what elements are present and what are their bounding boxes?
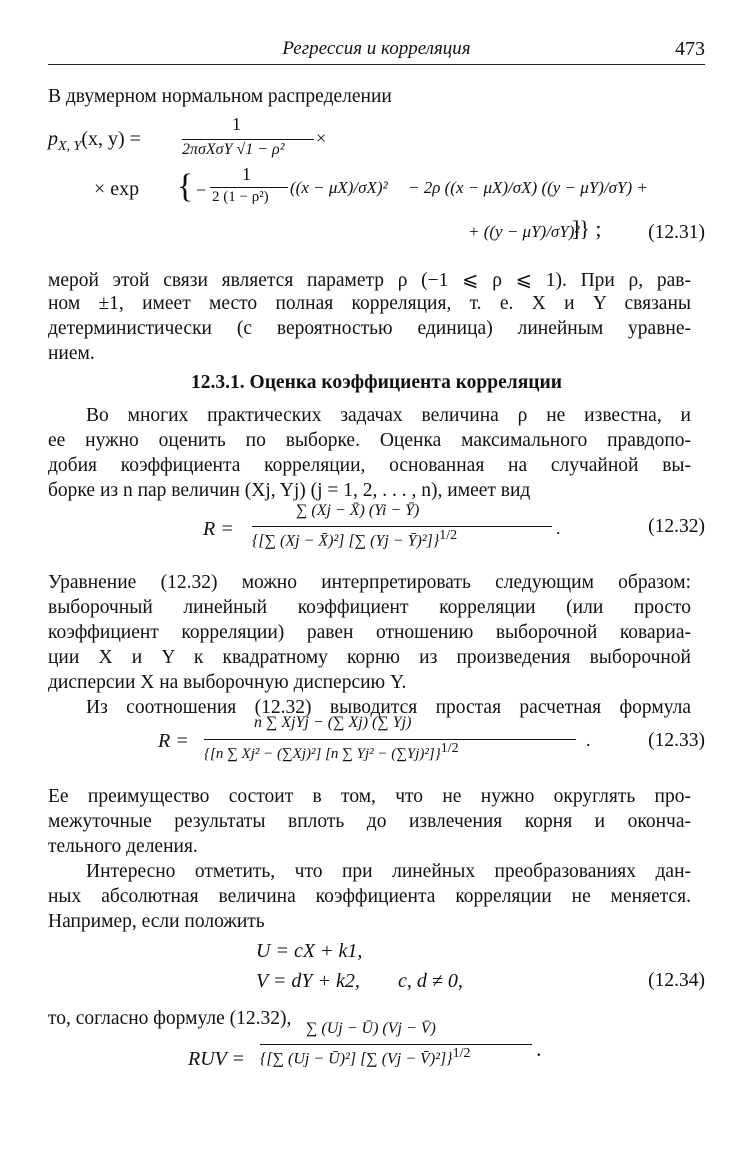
para7-line-3: Например, если положить <box>48 911 265 932</box>
eq1233-den: {[n ∑ Xj² − (∑Xj)²] [n ∑ Yj² − (∑Yj)²]}$^{1/2}$ <box>204 741 459 762</box>
para3-line-1: Во многих практических задачах величина ρ не известна, и <box>86 405 691 426</box>
eq1231-times: × <box>316 128 327 148</box>
eq1231-close: ]} ; <box>572 216 602 241</box>
para4-line-4: ции X и Y к квадратному корню из произведения выборочной <box>48 647 691 668</box>
para3-line-3: добия коэффициента корреляции, основанная на случайной вы- <box>48 455 691 476</box>
eq1231-exp: × exp <box>94 178 140 200</box>
para6-line-1: Ее преимущество состоит в том, что не нужно округлять про- <box>48 786 691 807</box>
para6-line-2: межуточные результаты вплоть до извлечения корня и оконча- <box>48 811 691 832</box>
para7-line-2: ных абсолютная величина коэффициента корреляции не меняется. <box>48 886 691 907</box>
eqruv-lhs: RUV = <box>188 1048 246 1070</box>
running-header <box>48 38 705 65</box>
para6-line-3: тельного деления. <box>48 836 198 857</box>
para2-line-4: нием. <box>48 343 95 364</box>
eq1232-dot: . <box>556 518 561 538</box>
para4-line-3: коэффициент корреляции) равен отношению выборочной ковариа- <box>48 622 691 643</box>
eq1231-frac2-den: 2 (1 − ρ²) <box>212 189 269 205</box>
para2-line-3: детерминистически (с вероятностью единица) линейным уравне- <box>48 318 691 339</box>
eq1232-lhs: R = <box>203 518 234 540</box>
eq1233-lhs: R = <box>158 730 189 752</box>
page-number: 473 <box>675 38 705 60</box>
intro-text: В двумерном нормальном распределении <box>48 86 392 107</box>
eq1233-dot: . <box>586 730 591 750</box>
eq1231-term2: − 2ρ ((x − μX)/σX) ((y − μY)/σY) + <box>408 178 648 197</box>
para2-line-1: мерой этой связи является параметр ρ (−1 ⩽ ρ ⩽ 1). При ρ, рав- <box>48 270 691 291</box>
eqruv-den: {[∑ (Uj − Ū)²] [∑ (Vj − V̄)²]}$^{1/2}$ <box>260 1046 471 1068</box>
para3-line-4: борке из n пар величин (Xj, Yj) (j = 1, 2, . . . , n), имеет вид <box>48 480 531 501</box>
para4-line-1: Уравнение (12.32) можно интерпретировать следующим образом: <box>48 572 691 593</box>
eq1231-term1: ((x − μX)/σX)² <box>290 178 388 197</box>
eq1231-brace-open: { <box>177 168 194 205</box>
eq1231-lhs: $p_{X, Y}(x$, y) = <box>48 128 141 154</box>
para2-line-2: ном ±1, имеет место полная корреляция, т. е. X и Y связаны <box>48 293 691 314</box>
eq1231-frac1-den: 2πσXσY √1 − ρ² <box>182 141 285 158</box>
eq1233-number: (12.33) <box>648 730 705 751</box>
para5-line: Из соотношения (12.32) выводится простая расчетная формула <box>86 697 691 718</box>
eq1232-num: ∑ (Xj − X̄) (Yi − Ȳ) <box>296 502 420 519</box>
eq1231-frac2-num: 1 <box>242 164 251 184</box>
eq1232-number: (12.32) <box>648 516 705 537</box>
running-title: Регрессия и корреляция <box>282 38 471 59</box>
eq1231-number: (12.31) <box>648 222 705 243</box>
eq1233-num: n ∑ XjYj − (∑ Xj) (∑ Yj) <box>254 714 412 731</box>
para8-line: то, согласно формуле (12.32), <box>48 1008 292 1029</box>
eqruv-num: ∑ (Uj − Ū) (Vj − V̄) <box>306 1020 436 1037</box>
eqruv-dot: . <box>536 1036 542 1061</box>
para4-line-2: выборочный линейный коэффициент корреляции (или просто <box>48 597 691 618</box>
eq1231-minus: − <box>196 180 207 200</box>
eq1234-line-1: U = cX + k1, <box>256 940 363 962</box>
eq1231-frac1-num: 1 <box>232 114 241 134</box>
eq1234-line-2: V = dY + k2, <box>256 970 360 992</box>
eq1232-den: {[∑ (Xj − X̄)²] [∑ (Yj − Ȳ)²]}$^{1/2}$ <box>252 528 458 550</box>
eq1231-term3: + ((y − μY)/σY)² <box>468 222 580 241</box>
para3-line-2: ее нужно оценить по выборке. Оценка максимального правдопо- <box>48 430 691 451</box>
section-heading: 12.3.1. Оценка коэффициента корреляции <box>191 372 562 393</box>
eq1234-condition: c, d ≠ 0, <box>398 970 463 992</box>
para4-line-5: дисперсии X на выборочную дисперсию Y. <box>48 672 407 693</box>
eq1234-number: (12.34) <box>648 970 705 991</box>
para7-line-1: Интересно отметить, что при линейных преобразованиях дан- <box>86 861 691 882</box>
